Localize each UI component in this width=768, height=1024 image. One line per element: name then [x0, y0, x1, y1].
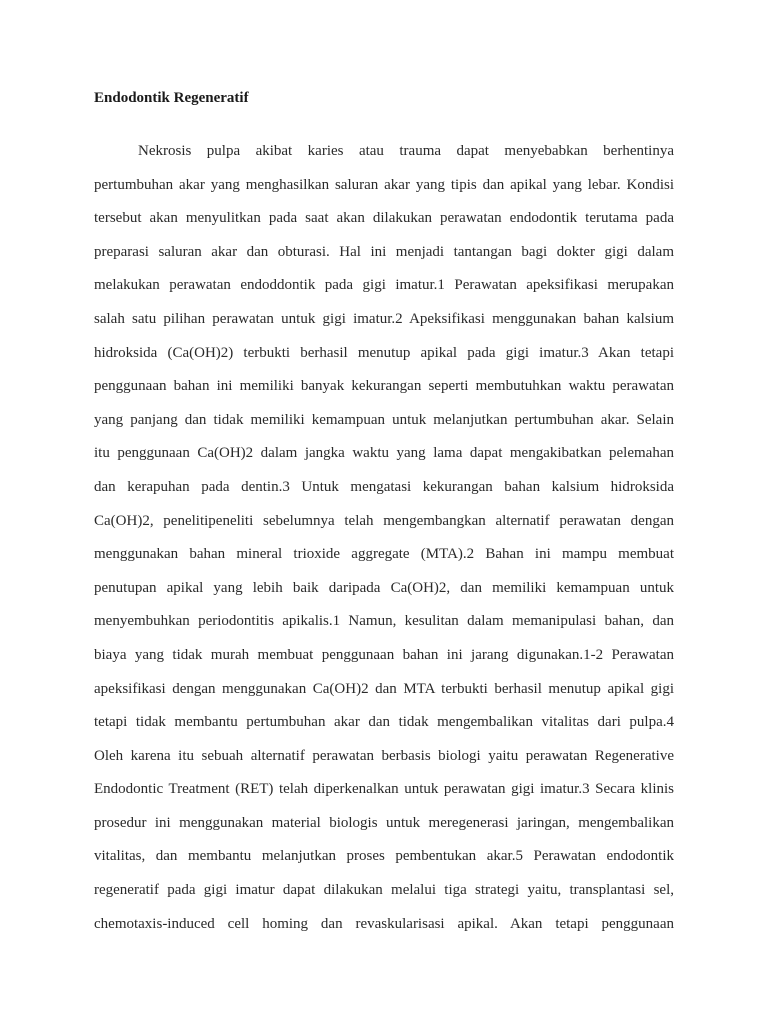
body-line: dan kerapuhan pada dentin.3 Untuk mengatasi kekurangan bahan kalsium hidroksida	[94, 478, 674, 495]
body-line: salah satu pilihan perawatan untuk gigi imatur.2 Apeksifikasi menggunakan bahan kalsium	[94, 310, 674, 327]
body-line: pertumbuhan akar yang menghasilkan saluran akar yang tipis dan apikal yang lebar. Kondisi	[94, 176, 674, 193]
body-line: chemotaxis-induced cell homing dan revaskularisasi apikal. Akan tetapi penggunaan	[94, 915, 674, 932]
document-title: Endodontik Regeneratif	[94, 90, 249, 106]
body-line: prosedur ini menggunakan material biologis untuk meregenerasi jaringan, mengembalikan	[94, 814, 674, 831]
body-line: regeneratif pada gigi imatur dapat dilakukan melalui tiga strategi yaitu, transplantasi sel,	[94, 882, 674, 899]
body-line: Ca(OH)2, penelitipeneliti sebelumnya telah mengembangkan alternatif perawatan dengan	[94, 512, 674, 529]
body-line: Endodontic Treatment (RET) telah diperkenalkan untuk perawatan gigi imatur.3 Secara klinis	[94, 781, 674, 798]
body-line: menyembuhkan periodontitis apikalis.1 Namun, kesulitan dalam memanipulasi bahan, dan	[94, 613, 674, 630]
body-line: menggunakan bahan mineral trioxide aggregate (MTA).2 Bahan ini mampu membuat	[94, 546, 674, 563]
body-line: penggunaan bahan ini memiliki banyak kekurangan seperti membutuhkan waktu perawatan	[94, 378, 674, 395]
body-line: preparasi saluran akar dan obturasi. Hal ini menjadi tantangan bagi dokter gigi dalam	[94, 243, 674, 260]
body-line: tetapi tidak membantu pertumbuhan akar dan tidak mengembalikan vitalitas dari pulpa.4	[94, 714, 674, 731]
body-line: biaya yang tidak murah membuat penggunaan bahan ini jarang digunakan.1-2 Perawatan	[94, 646, 674, 663]
body-line: vitalitas, dan membantu melanjutkan proses pembentukan akar.5 Perawatan endodontik	[94, 848, 674, 865]
body-line: tersebut akan menyulitkan pada saat akan dilakukan perawatan endodontik terutama pada	[94, 210, 674, 227]
body-line: Oleh karena itu sebuah alternatif perawatan berbasis biologi yaitu perawatan Regenerative	[94, 747, 674, 764]
body-line: hidroksida (Ca(OH)2) terbukti berhasil menutup apikal pada gigi imatur.3 Akan tetapi	[94, 344, 674, 361]
body-line: itu penggunaan Ca(OH)2 dalam jangka waktu yang lama dapat mengakibatkan pelemahan	[94, 445, 674, 462]
body-line: Nekrosis pulpa akibat karies atau trauma dapat menyebabkan berhentinya	[138, 143, 674, 159]
body-line: melakukan perawatan endoddontik pada gigi imatur.1 Perawatan apeksifikasi merupakan	[94, 277, 674, 294]
body-line: yang panjang dan tidak memiliki kemampuan untuk melanjutkan pertumbuhan akar. Selain	[94, 411, 674, 428]
body-line: apeksifikasi dengan menggunakan Ca(OH)2 dan MTA terbukti berhasil menutup apikal gigi	[94, 680, 674, 697]
body-line: penutupan apikal yang lebih baik daripada Ca(OH)2, dan memiliki kemampuan untuk	[94, 579, 674, 596]
document-body	[94, 141, 674, 947]
